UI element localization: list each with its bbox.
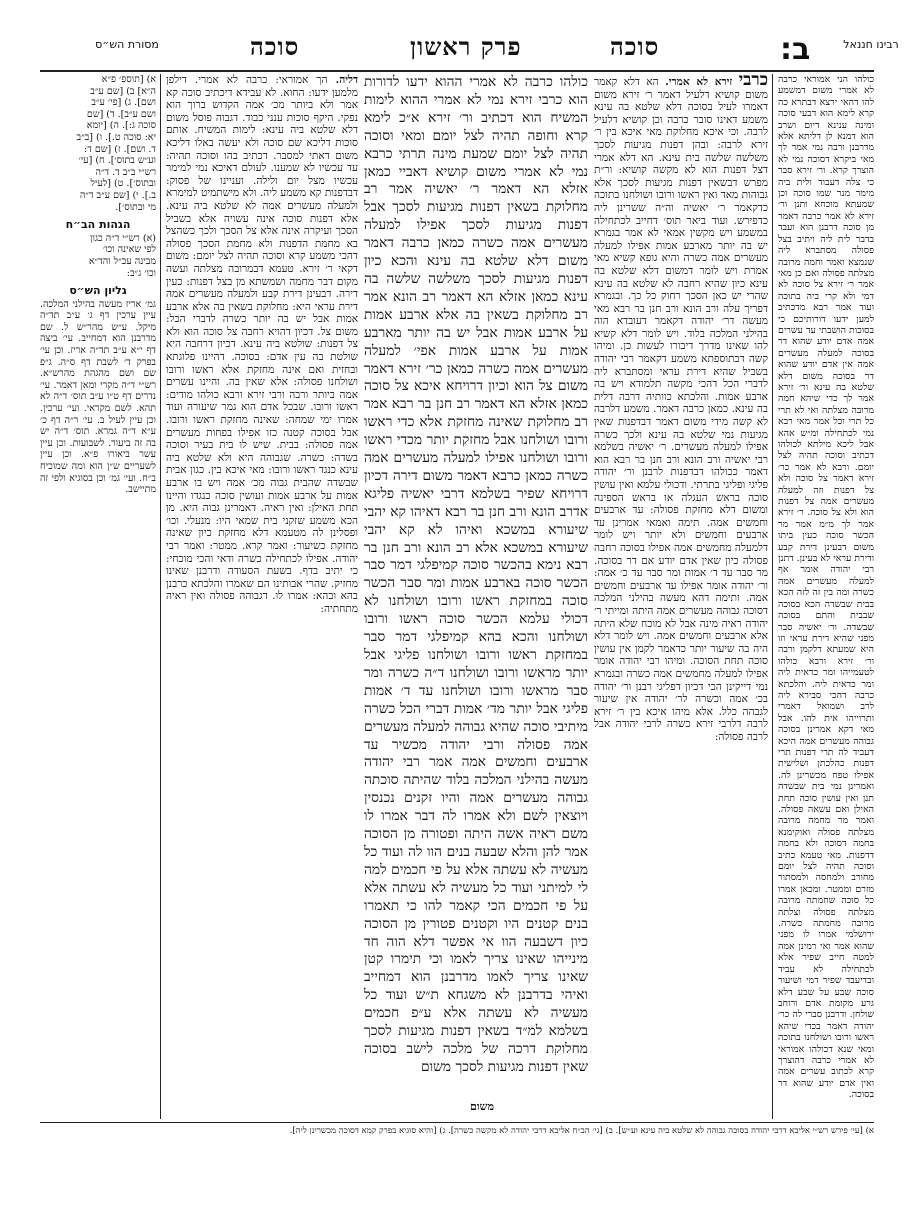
masoret-line-11: מי ובתוס׳]. <box>115 201 156 213</box>
gemara-catchword: משום <box>470 1100 494 1113</box>
tosafot-lead-phrase: זירא לא אמרי. <box>665 76 733 88</box>
tosafot-text: הא דלא קאמר משום קושיא דלעיל דאמר ר׳ זירא משום דאמרו לעיל בסוכה דלא שלטא בה עינא משמע דאינו סובר כרבה וכן קושיא דלעיל לרבה. וכי איכא מחלוקת מאי איכא בין ר׳ זירא לרבה: ובהן דפנות מגיעות לסכך משלשה שלשה בית עינא. הא דלא אמרי דצל דפנות הוא לא מקשה קושיא: ור״ת מפרש דבשאין דפנות מגיעות לסכך אלא גבוהות מאד ואין ראשו ורובו ושולחנו בתוכה כדקאמר ר׳ יאשיה וה״ה ששרינן ליה כדפירש. ועוד ביאר תוס׳ דחייב לכתחילה במשמע ויש מקשין אמאי לא אמר בגמרא יש בה יותר מארבע אמות אפילו למעלה מעשרים אמה כשרה והיא גופא קשיא מאי אמרת ויש לומר דמשום דלא שלטא בה עינא כיון שהיא רחבה לא שלטא בה עינא שהרי יש כאן הסכך רחוק כל כך. ובגמרא דפריך עלה ורב הונא ורב חנן בר רבא מאי מעשה דר׳ יהודה דקאמר דעובדא הוה בהילני המלכה בלוד. ויש לומר דלא קשיא להו שאינו מדרך דיבורו לעשות כן. ומיהו קשה דבתוספתא משמע דקאמר רבי יהודה בשביל שהיא דירת עראי ומסתברא ליה לדברי הכל דהכי מקשה תלמודא ויש בה ארבע אמות. והלכתא כוותיה דרבה דלית בה עינא. כמאן כרבה דאמר. משמע דלרבה לא קשה מידי משום דאמר דבדפנות שאין מגיעות נמי שלטא בה עינא ולכך כשרה אפילו למעלה מעשרים. ר׳ יאשיה בשלמא רבי יאשיה ורב הונא ורב חנן בר רבא הוא דאמר ככולהו דבדפנות לרבנן ור׳ יהודה פליגי ופליגי בתרתי. ודכולי עלמא ואין עושין סוכה בראש העגלה או בראש הספינה ומשום דלא מחזקת פסולה: עד ארבעים וחמשים אמה. תימה ואמאי אמרינן עד ארבעים וחמשים ולא יותר ויש לומר דלמעלה מחמשים אמה אפילו בסוכה רחבה פסולה כיון שאין אדם יודע אם דר בסוכה. מר סבר עד ד׳ אמות ומר סבר עד כ׳ אמה: ור׳ יהודה אומר אפילו עד ארבעים וחמשים אמה. ותימה דהא מעשה בהילני המלכה דסוכה גבוהה מעשרים אמה היתה ומייתי ר׳ יהודה ראיה מינה אבל לא מוכח שלא היתה אלא ארבעים וחמשים אמה. ויש לומר דלא היה בה שיעור יותר כדאמר לקמן אין עושין סוכה תחת הסוכה. ומיהו רבי יהודה אומר אפילו למעלה מחמשים אמה כשרה ובגמרא נמי דייקינן הכי דכיון דפליגי רבנן ור׳ יהודה בכ׳ אמה וכשרה לר׳ יהודה אין שיעור לגבהה כלל. אלא מיהו איכא בין ר׳ זירא לרבה דלרבי זירא כשרה לרבי יהודה אבל לרבה פסולה: <box>594 76 768 743</box>
gilyon-hashas-text: גמ׳ אריז מעשה בהילני המלכה. עיין ערכין דף ג׳ ע״ב תד״ה מיקל. ע״ש מהר״ש ל. שם מדרבנן הוא דמחייב. עי׳ ביצה דף י״א ע״ב תד״ה אריז. וכן עי׳ בפרק ד׳ לשבת דף ס״ה. ג״פ שם ושם מהגהת מהרש״א. רש״י ד״ה מקרי ומאן דאמר. עי׳ נדרים דף ט״ו ע״ב תוס׳ ד״ה לא תהא. לשם מקראי. ועי׳ ערכין. וכן עיין לעיל ב. עי׳ ר״ה דף כ׳ ע״א ד״ה גמרא. תוס׳ ד״ה יש בה זה ביעור. לשבועות. וכן עיין עשר ביאורו פ״א. וכן עיין לשעריים ש״ן הוא ומה שמוכיח ב״ח. ועי׳ גמ׳ וכן בסוגיא ולפי זה מתיישב. <box>40 298 156 496</box>
right-side-label: רבינו חננאל <box>843 38 899 51</box>
footnote: א) [עי׳ פירש רש״י אליבא דרבי יהודה בסוכה גבוהה לא שלטא ביה עינא וע״ש]. ב) [גי׳ הב״ח אליבא דרבי יהודה לא מקשה כשרה]. ג) [והיא סוגיא בפרק קמא דסוכה מכשרינן ליה]. <box>289 1126 874 1136</box>
masoret-line-9: ובתוס׳]. ט) [לעיל <box>90 178 156 190</box>
masoret-hashas-section <box>40 74 156 213</box>
gemara-column <box>364 74 588 1094</box>
left-side-label: מסורת הש״ס <box>95 38 159 51</box>
masoret-line-3: ושם ע״ב]. ד) [שם <box>86 108 156 120</box>
masoret-line-5: יא: סוכה ט.]. ו) [ב״ב <box>76 131 156 143</box>
footer-rule <box>40 1122 874 1123</box>
rashi-lead: דליה. <box>335 74 358 86</box>
column-rule-1 <box>772 74 773 1119</box>
masoret-line-8: רש״י ב״ב ד. ד״ה <box>95 166 156 178</box>
masoret-line-4: סוכה ג:]. ה) [יומא <box>86 120 156 132</box>
tosafot-column <box>594 74 768 1119</box>
masoret-line-7: וע״ש בתוס׳]. ח) [עי׳ <box>78 155 156 167</box>
masoret-line-6: ד. ושם]. ז) [שם ד: <box>84 143 156 155</box>
left-margin-column <box>40 74 156 1119</box>
gilyon-hashas-title: גליון הש״ס <box>69 284 127 298</box>
rashi-text: הך אמוראי: כרבה לא אמרי. דילפן מלמען ידעו: החוא. לא עבידא דיכתיב סוכה קא אמר ולא ביותר מכ׳ אמה הקדוש ברוך הוא נפקי. היקף סוכות ענני כבוד. דגבוה פוסל משום דלא שלטא ביה עינא: לימות המשיח. אותם סוכות דליכא שם סוכה ולא יעשה באלו דליכא משום דאתי למסבר. דכתיב בהו וסוכה תהיה: עד עכשיו לא שמענו. לעולם דאיכא נמי למימר עכשיו מצל יום ולילה. ועניינו של פסוק: דבדפנות קא משמע ליה. ולא מישתמיט למימרא ולמעלה מעשרים אמה לא שלטא ביה עינא. אלא דפנות סוכה אינה עשויה אלא בשביל הסכך ועיקרה אינה אלא צל הסכך ולכך כשהצל בא מחמת הדפנות ולא מחמת הסכך פסולה דהכי משמע קרא וסוכה תהיה לצל יומם: משום דקאי ר׳ זירא. טעמא דבמרובה מצלתה ועשה מקום דבר מחמה ושמשתא מן בצל דפנות: כעין דירה. דבעינן דירת קבע ולמעלה מעשרים אמה דירת עראי היא: מחלוקת בשאין בה אלא ארבע אמות אבל יש בה יותר כשרה לדברי הכל: משום צל. דכיון דהויא רחבה צל סוכה הוא ולא צל דפנות: שולטא ביה עינא. דכיון דרחבה היא שולטת בה עין אדם: בסוכה. דהיינו פלוגתא ובחזית ואם אינה מחזקת אלא ראשו ורובו ושולחנו פסולה: אלא שאין בה. והיינו עשרים אמה ביותר ורבה ורבי זירא ורבא כולהו מודים: ראשו ורובו. שבכל אדם הוא גמר שיעורה ועוד אמרו ימי שמחה: שאינה מחזקת ראשו ורובו. אבל בסוכה קטנה כזו אפילו בפחות מעשרים אמה פסולה: בבית. שיש לו בית בעיר וסוכה בשדה: כשרה. שגבוהה היא ולא שלטא ביה עינא כנגד ראשו ורובו: מאי איכא בין. כגון אבית שבשדה שהבית גבוה מכ׳ אמה ויש בו ארבע אמות על ארבע אמות ועושין סוכה כנגדו והיינו תחת האילן: ואין ראיה. דאמרינן גבוה היא. מן הכא משמע שזקני בית שמאי היו: מנעלי. וכו׳ ופסלינן לה מטעמא דלא מחזקת כיון שאינה מחזקת כשיעור: ואמר קרא. ממטר: ואמר רבי יהודה. אפילו לכתחילה כשרה ודאי והכי מוכחי: כי יתיב בדף. בשעת הסעודה ודרבנן שאינו מחזיק. שהרי אבותינו הם שאמרו והלכתא כרבנן בהא ובהא: אמרו לו. דגבוהה פסולה ואין ראיה מתחתיה: <box>166 74 358 615</box>
masoret-line-10: ב.]. י) [שם ע״ב ד״ה <box>79 189 156 201</box>
masoret-line-1: ה״א] ב) [שם ע״ב <box>90 85 156 97</box>
daf-number: ב: <box>780 31 811 67</box>
rabbeinu-chananel-column <box>778 74 874 1119</box>
hagahot-habach-section <box>40 233 156 279</box>
perek-title: פרק ראשון <box>410 32 522 61</box>
habach-line-0: (א) רש״י ד״ה כגון <box>90 232 156 244</box>
habach-line-1: לפי שאינה וכו׳ <box>102 244 156 256</box>
masoret-line-2: ושם]. ג) [פי׳ ע״ב <box>91 97 156 109</box>
rashi-column <box>166 74 358 1119</box>
header-rule <box>40 70 874 72</box>
masechet-title-right: סוכה <box>610 32 660 61</box>
masechet-title-left: סוכה <box>250 32 300 61</box>
rabbeinu-chananel-text: כולהו הני אמוראי כרבה לא אמרי משום דמשמע להו דהאי ירצא דבתרא כה קרא לימא הוא דבעי סוכה ומינה ענינא דיום ושרב הוא דמנא לן דליתא אלא מדרבנן ורבה נמי אמר לך מאי ביקרא דסוכה נמי לא הוצרך קרא. ור׳ זירא סבר כי צלה דעבוד ולית ביה מימר מנר שמו סוכה וכן שמעתא מוכחא ותנן ור׳ זירא לא אמר כרבה דאמר מן סוכה דרבנן הוא ועבד בדבר לית ליה ויתיב בצל פסולה מסתברא ליה שנמצא ואמר וחמה מרובה מצלתה פסולה ואם כן מאי אמר ר׳ זירא צל סוכה לא דמי ולא קרי ביה בתוכה ועוד אמר רבא מדכתיב למען ידעו דורותיכם כי בסוכות הושבתי עד עשרים אמה אדם יודע שהוא דר בסוכה למעלה מעשרים אמה אין אדם יודע שהוא דר בסוכה משום דלא שלטא בה עינא ור׳ זירא אמר לך כדי שיהא חמה מרובה מצלתה ואי לא תרי כל תרי וכל אמר מאי רבא נמי לכתחילה ומ״ש אהא אבל ליכא מילתא לכולהו דכתיב וסוכה תהיה לצל יומם. ורבא לא אמר כר׳ זירא דאמר צל סוכה ולא צל דפנות וזה למעלה מעשרים אמה צל דפנות הוא ולא צל סוכה. ר׳ זירא אמר לך מ״מ אמר מר הכשר סוכה כעין ביתו משום דבעינן דירת קבע ודירת עראי לא בעינן. דתנן רבי יהודה אומר אף למעלה מעשרים אמה כשרה ומה בין זה לזה הכא בבית שבשדה הכא בסוכה שבבית והתם בסוכה שבשדה. ור׳ יאשיה סבר מפני שהיא דירת עראי וזו היא שמעתא דלקמן ורבה ור׳ זירא ורבא כולהו לטעמייהו ומר כדאית ליה ומר כדאית ליה. והלכתא כרבה דהכי סבירא ליה לרב ושמואל דאמרי ותרוייהו אית להו. אבל מאי דקא אמרינן בסוכה גבוהה מעשרים אמה היכא דעביד לה תרי דפנות תרי דפנות כהלכתן ושלישית אפילו טפח מכשרינן לה. ואמרינן נמי בית שבשדה תנן ואין עושין סוכה תחת האילן ואם עשאה פסולה. ואמר מר מחמה מרובה מצלתה פסולה ואוקימנא בחמה דסוכה ולא בחמה דדפנות. מאי טעמא כתיב וסוכה תהיה לצל יומם מחורב ולמחסה ולמסתור מזרם וממטר. ומכאן אמרו כל סוכה שחמתה מרובה מצלתה פסולה וצלתה מרובה מחמתה כשרה. ירושלמי אמרו לו מפני שהוא אמר ואי רמינן אמה למטה חייב שפיר אלא לכתחילה לא עביד ובדיעבד שפיר דמי ושיעור סוכה שבע על שבע דלא גרע מקומת אדם ורוחב שולחן. ודרבנן סברי לה כר׳ יהודה דאמר בכדי שיהא ראשו ורובו ושולחנו בתוכה ומאי שנא דכולהו אמוראי לא אמרי כרבה דהוצרך קרא לכתוב עשרים אמה ואין אדם יודע שהוא דר בסוכה. <box>778 74 874 1101</box>
gemara-text: כולהו כרבה לא אמרי ההוא ידעו לדורות הוא כרבי זירא נמי לא אמרי ההוא לימות המשיח הוא דכתיב ור׳ זירא א״כ לימא קרא וחופה תהיה לצל יומם ומאי וסוכה תהיה לצל יומם שמעת מינה תרתי כרבא נמי לא אמרי משום קושיא דאביי כמאן אזלא הא דאמר ר׳ יאשיה אמר רב מחלוקת בשאין דפנות מגיעות לסכך אבל דפנות מגיעות לסכך אפילו למעלה מעשרים אמה כשרה כמאן כרבה דאמר משום דלא שלטא בה עינא והכא כיון דפנות מגיעות לסכך משלשה שלשה בה עינא כמאן אזלא הא דאמר רב הונא אמר רב מחלוקת בשאין בה אלא ארבע אמות על ארבע אמות אבל יש בה יותר מארבע אמות על ארבע אמות אפי׳ למעלה מעשרים אמה כשרה כמאן כר׳ זירא דאמר משום צל הוא וכיון דרויחא איכא צל סוכה כמאן אזלא הא דאמר רב חנן בר רבא אמר רב מחלוקת שאינה מחזקת אלא כדי ראשו ורובו ושולחנו אבל מחזקת יותר מכדי ראשו ורובו ושולחנו אפילו למעלה מעשרים אמה כשרה כמאן כרבא דאמר משום דירה דכיון דרויחא שפיר בשלמא דרבי יאשיה פליגא אדרב הונא ורב חנן בר רבא דאיהו קא יהבי שיעורא במשכא ואיהו לא קא יהבי שיעורא במשכא אלא רב הונא ורב חנן בר רבא נימא בהכשר סוכה קמיפלגי דמר סבר הכשר סוכה בארבע אמות ומר סבר הכשר סוכה במחזקת ראשו ורובו ושולחנו לא דכולי עלמא הכשר סוכה ראשו ורובו ושולחנו והכא בהא קמיפלגי דמר סבר במחזקת ראשו ורובו ושולחנו פליגי אבל יותר מראשו ורובו ושולחנו ד״ה כשרה ומר סבר מראשו ורובו ושולחנו עד ד׳ אמות פליגי אבל יותר מד׳ אמות דברי הכל כשרה מיתיבי סוכה שהיא גבוהה למעלה מעשרים אמה פסולה ורבי יהודה מכשיר עד ארבעים וחמשים אמה אמר רבי יהודה מעשה בהילני המלכה בלוד שהיתה סוכתה גבוהה מעשרים אמה והיו זקנים נכנסין ויוצאין לשם ולא אמרו לה דבר אמרו לו משם ראיה אשה היתה ופטורה מן הסוכה אמר להן והלא שבעה בנים הוו לה ועוד כל מעשיה לא עשתה אלא על פי חכמים למה לי למיתני ועוד כל מעשיה לא עשתה אלא על פי חכמים הכי קאמר להו כי תאמרו בנים קטנים היו וקטנים פטורין מן הסוכה כיון דשבעה הוו אי אפשר דלא הוה חד מינייהו שאינו צריך לאמו וכי תימרו קטן שאינו צריך לאמו מדרבנן הוא דמחייב ואיהי בדרבנן לא משגחא ת״ש ועוד כל מעשיה לא עשתה אלא ע״פ חכמים בשלמא למ״ד בשאין דפנות מגיעות לסכך מחלוקת דרכה של מלכה לישב בסוכה שאין דפנות מגיעות לסכך משום <box>364 74 588 1075</box>
column-rule-2 <box>160 74 161 1119</box>
habach-line-2: מבינה עכ״ל והד״א <box>88 255 156 267</box>
hagahot-habach-title: הגהות הב״ח <box>65 218 131 232</box>
masoret-line-0: א) [תוספ׳ פ״א <box>101 74 156 85</box>
tosafot-lead-word: כרבי <box>738 74 768 90</box>
habach-line-3: וכו׳ ג״ב: <box>126 267 156 279</box>
